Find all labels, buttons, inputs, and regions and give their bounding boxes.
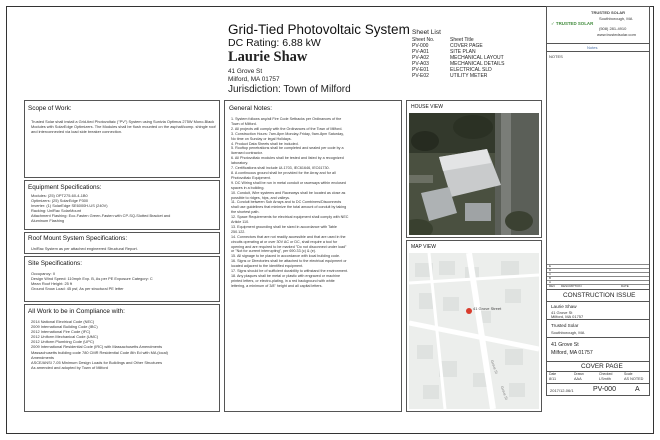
- equipment-heading: Equipment Specifications:: [28, 184, 102, 191]
- general-note-line: spaces in a building.: [231, 185, 265, 190]
- site-address-block: [546, 338, 650, 362]
- revision-header-row: [547, 284, 649, 288]
- scope-of-work-box: [24, 100, 220, 178]
- codes-list: [31, 319, 168, 370]
- sheet-title-cell: MECHANICAL DETAILS: [450, 61, 505, 67]
- company-city: Southborough, MA: [599, 16, 633, 21]
- roof-mount-box: [24, 232, 220, 254]
- roof-mount-heading: Roof Mount System Specifications:: [28, 235, 128, 242]
- owner-name: Laurie Shaw: [228, 49, 308, 65]
- issue-status: CONSTRUCTION ISSUE: [563, 292, 636, 299]
- map-view-box: [406, 240, 542, 412]
- sheet-title-block: [546, 362, 650, 372]
- general-note-line: located adjacent to the identified equipment.: [231, 264, 304, 269]
- revision-letter: D: [549, 268, 552, 272]
- roof-mount-text: UniRac System as per attached engineered Structural Report.: [31, 246, 138, 251]
- general-note-line: Article 110.: [231, 220, 250, 225]
- general-note-line: 15. All signage to be placed in accordance with local building code.: [231, 254, 341, 259]
- code-line: Massachusetts building code 780 CMR Residential Code 8th Ed with MA (local): [31, 349, 168, 355]
- meta-value: AS NOTED: [624, 377, 644, 381]
- site-line: Design Wind Speed: 110mph Exp. B, As per PE Exposure Category: C: [31, 276, 153, 282]
- general-note-line: 18. Any plaques shall be metal or plastic with engraved or machine: [231, 274, 341, 278]
- revision-header: DESCRIPTION: [561, 284, 582, 288]
- meta-value: LSmith: [599, 377, 611, 381]
- owner-city: Milford, MA 01757: [228, 76, 280, 83]
- logo-check-icon: ✓: [551, 21, 555, 26]
- sheet-title-cell: COVER PAGE: [450, 43, 483, 49]
- dc-rating: DC Rating: 6.88 kW: [228, 37, 321, 49]
- revision-letter: A: [549, 280, 552, 284]
- map-pin-label: 41 Grove Street: [473, 306, 502, 311]
- code-line: 2009 International Building Code (IBC): [31, 324, 98, 330]
- sheet-no: PV-E01: [412, 67, 429, 73]
- customer-name: Laurie Shaw: [551, 304, 577, 309]
- general-note-line: 7. Certifications shall include UL1703, IEC61646, IEC61730.: [231, 166, 330, 171]
- address-city: Milford, MA 01757: [551, 350, 593, 356]
- map-view-label: MAP VIEW: [411, 244, 436, 250]
- house-aerial-image: [409, 113, 539, 235]
- sheet-no: PV-A01: [412, 49, 429, 55]
- sheet-no: PV-000: [412, 43, 429, 49]
- revision-letter: E: [549, 264, 552, 268]
- general-note-line: printed letters, or electro-plating, in a red background with white: [231, 278, 335, 283]
- notes-header: NOTES: [549, 54, 563, 59]
- sheet-title: COVER PAGE: [581, 363, 623, 370]
- sheet-title-cell: SITE PLAN: [450, 49, 476, 55]
- general-note-line: circuits operating at or over 30V AC or DC, shall require a tool for: [231, 239, 338, 244]
- general-notes-box: [224, 100, 402, 412]
- meta-header: Scale: [624, 372, 633, 376]
- general-notes-heading: General Notes:: [229, 105, 272, 112]
- general-notes-list: [231, 117, 399, 289]
- equipment-line: Racking: UniRac SolarMount: [31, 208, 81, 214]
- general-note-line: 11. Conduit between Sub Arrays and to DC Combiners/Disconnects: [231, 200, 342, 205]
- codes-heading: All Work to be in Compliance with:: [28, 308, 125, 315]
- sheet-no-header: Sheet No.: [412, 37, 435, 43]
- general-note-line: 250.122.: [231, 229, 246, 234]
- equipment-box: [24, 180, 220, 230]
- sheet-no: PV-A03: [412, 61, 429, 67]
- general-note-line: 9. DC Wiring shall be run in metal conduit or raceways within enclosed: [231, 180, 346, 185]
- map-street-label-2: Grove St: [499, 385, 509, 401]
- general-note-line: possible to ridges, hips, and valleys.: [231, 195, 291, 200]
- meta-header: Drawn: [574, 372, 584, 376]
- code-line: As amended and adopted by Town of Milford: [31, 364, 108, 370]
- street-map: [409, 253, 539, 409]
- revision-header: REV: [549, 284, 556, 288]
- sheet-number-block: [546, 384, 650, 396]
- sheet-number: PV-000: [593, 386, 616, 393]
- site-line: Mean Roof Height: 25 ft: [31, 281, 73, 287]
- customer-block: [546, 302, 650, 320]
- equipment-line: Modules: (25) OPT275-60-4-1B0: [31, 193, 88, 198]
- general-note-line: licensed contractor.: [231, 151, 263, 156]
- sheet-list: [412, 30, 504, 79]
- site-line: Occupancy: II: [31, 271, 55, 276]
- title-block-company: [546, 6, 650, 44]
- general-note-line: 10. Conduit, Wire systems and Raceways shall be located as close as: [231, 190, 346, 195]
- general-note-line: 14. Connectors that are not readily accessible and that are used in the: [231, 234, 346, 239]
- site-list: [31, 271, 153, 291]
- address-street: 41 Grove St: [551, 342, 579, 348]
- general-note-line: laboratory.: [231, 161, 249, 166]
- general-note-line: 12. Space Requirements for electrical equipment shall comply with NEC: [231, 215, 349, 220]
- meta-header: Date: [549, 372, 557, 376]
- company-name: TRUSTED SOLAR: [591, 10, 625, 15]
- sheet-title-cell: UTILITY METER: [450, 73, 488, 79]
- scope-text: Trusted Solar shall install a Grid-tied Photovoltaic ("PV") System using Sunivia Optimus 275W Mono-Black Modules with SolarEdge Optimizers. The Modules shall be flush mounted on the asphalt/comp. shingle roof and interconnected via load side breaker connection.: [31, 119, 216, 134]
- general-note-line: 5. Rooftop penetrations shall be completed and sealed per code by a: [231, 146, 344, 151]
- customer-city: Milford, MA 01757: [551, 314, 584, 319]
- revision-header: DATE: [621, 284, 629, 288]
- revision-letter: C: [549, 272, 552, 276]
- general-note-line: Photovoltaic Equipment.: [231, 175, 271, 180]
- sheet-title-cell: MECHANICAL LAYOUT: [450, 55, 504, 61]
- meta-value: 8/11: [549, 377, 557, 381]
- company-logo: ✓ TRUSTED SOLAR: [551, 21, 594, 26]
- revision-letter: B: [549, 276, 552, 280]
- sheet-title-cell: ELECTRICAL SLD: [450, 67, 492, 73]
- general-note-line: opening and are required to be marked "Do not disconnect under load": [231, 244, 347, 249]
- sheet-meta-block: [546, 372, 650, 384]
- sheet-rev: A: [635, 386, 640, 393]
- code-line: 2012 Uniform Plumbing Code (UPC): [31, 339, 94, 345]
- notes-area: [546, 52, 650, 290]
- sheet-title-header: Sheet Title: [450, 37, 474, 43]
- codes-box: [24, 304, 220, 412]
- general-note-line: 13. Equipment grounding shall be sized in accordance with Table: [231, 224, 337, 229]
- code-line: 2009 International Residential Code (IRC) with Massachusetts Amendments: [31, 344, 163, 350]
- code-line: 2012 Uniform Mechanical Code (UMC): [31, 334, 99, 340]
- equipment-line: Inverter: (1) SolarEdge SE6000H-US (240V): [31, 203, 108, 209]
- general-note-line: No time on Sunday or legal Holidays.: [231, 136, 292, 141]
- sheet-meta-grid: [547, 372, 649, 384]
- general-note-line: 3. Construction Hours: 7am-8pm Monday-Friday, 9am-8pm Saturday,: [231, 131, 344, 136]
- equipment-line: Aluminum Flashing: [31, 218, 65, 224]
- customer-street: 41 Grove St: [551, 310, 573, 315]
- sheet-list-row: [412, 73, 504, 79]
- site-spec-box: [24, 256, 220, 302]
- company-phone: (508) 281-4910: [599, 26, 627, 31]
- jurisdiction: Jurisdiction: Town of Milford: [228, 84, 351, 95]
- general-note-line: or "Not for current interrupting", per 690.33 (c) & (e).: [231, 249, 317, 254]
- sheet-list-heading: Sheet List: [412, 29, 441, 36]
- general-note-line: 4. Product Data Sheets shall be included.: [231, 141, 299, 146]
- installer-block: [546, 320, 650, 338]
- code-line: 2014 National Electrical Code (NEC): [31, 319, 95, 324]
- house-view-box: [406, 100, 542, 238]
- revision-table: [547, 264, 649, 288]
- equipment-list: [31, 193, 170, 224]
- issue-status-bar: [546, 290, 650, 302]
- meta-header: Checked: [599, 372, 613, 376]
- general-note-line: shall use guidelines that minimize the total amount of conduit by taking: [231, 205, 347, 210]
- installer-city: Southborough, MA: [551, 330, 585, 335]
- meta-value: AAA: [574, 377, 582, 381]
- site-heading: Site Specifications:: [28, 260, 82, 267]
- general-note-line: the shortest path.: [231, 210, 260, 215]
- general-note-line: 6. All Photovoltaic modules shall be tested and listed by a recognized: [231, 156, 344, 161]
- site-line: Ground Snow Load: 45 psf, As per structural PE letter: [31, 286, 124, 292]
- general-note-line: 2. All projects will comply with the Ordinances of the Town of Milford.: [231, 126, 343, 131]
- notes-label-bar: [546, 44, 650, 52]
- scope-heading: Scope of Work:: [28, 105, 72, 112]
- company-web: www.trustedsolar.com: [597, 32, 636, 37]
- map-street-label-1: Grove St: [489, 359, 499, 375]
- general-note-line: 17. Signs should be of sufficient durability to withstand the environment.: [231, 269, 348, 274]
- general-note-line: lettering, a minimum of 3/8" height and all capital letters.: [231, 283, 323, 288]
- sheet-no: PV-A02: [412, 55, 429, 61]
- sheet-date-full: 2017/12-06/1: [550, 388, 574, 393]
- code-line: 2012 International Fire Code (IFC): [31, 329, 91, 335]
- equipment-line: Attachment Flashing: Eco-Fasten Green-Fasten with CP-SQ-Slotted Bracket and: [31, 213, 171, 219]
- equipment-line: Optimizers: (25) SolarEdge P300: [31, 198, 89, 204]
- owner-street: 41 Grove St: [228, 68, 263, 75]
- sheet-no: PV-E02: [412, 73, 429, 79]
- notes-label: Notes: [587, 45, 598, 50]
- general-note-line: 1. System follows any/all Fire Code Setbacks per Ordinances of the: [231, 117, 342, 121]
- code-line: ASCE/ANSI 7-05 Minimum Design Loads for Buildings and Other Structures: [31, 359, 163, 365]
- code-line: Amendments: [31, 354, 54, 360]
- general-note-line: 8. A continuous ground shall be provided for the Array and for all: [231, 170, 336, 175]
- general-note-line: Town of Milford.: [231, 121, 257, 126]
- general-note-line: 16. Signs or Directories shall be attached to the electrical equipment or: [231, 259, 347, 264]
- house-view-label: HOUSE VIEW: [411, 104, 443, 110]
- project-title: Grid-Tied Photovoltaic System: [228, 22, 410, 37]
- installer-name: Trusted Solar: [551, 323, 579, 328]
